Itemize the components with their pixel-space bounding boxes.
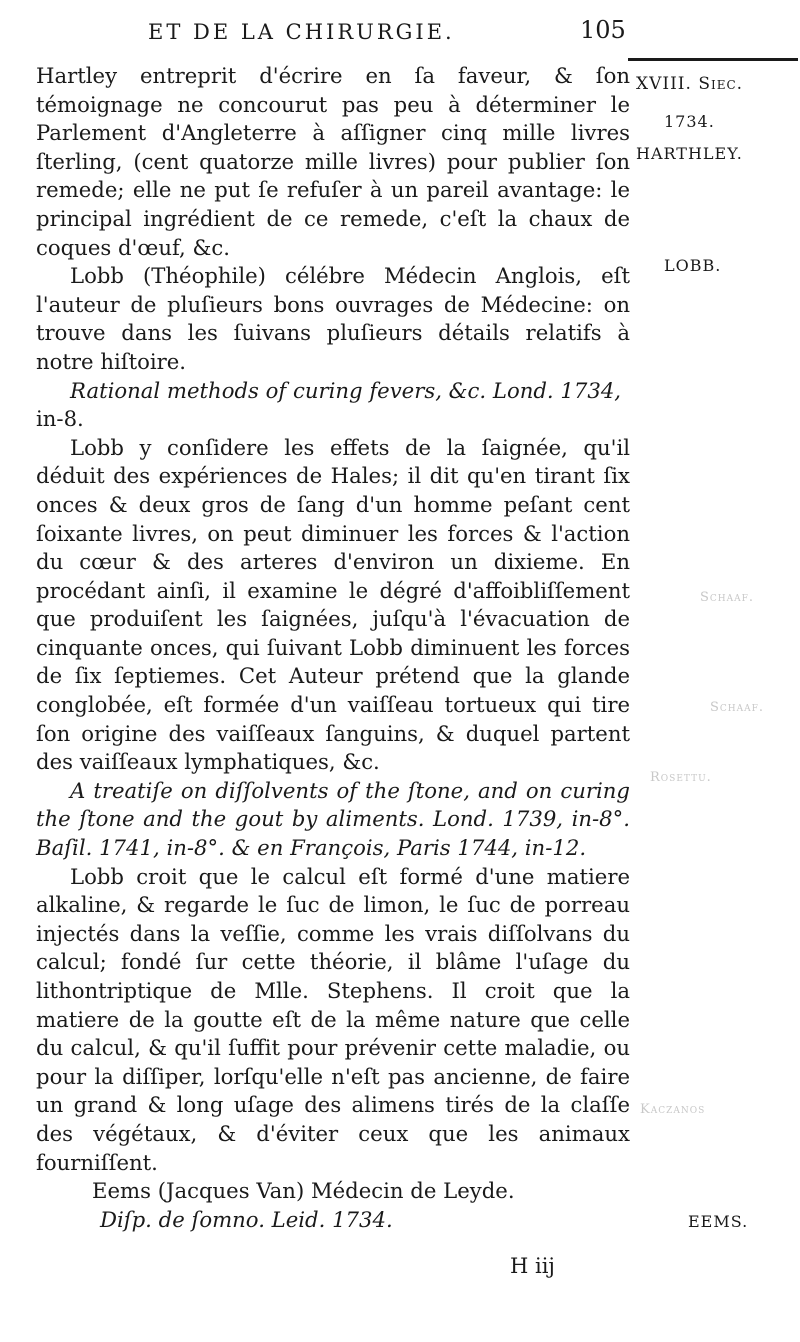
show-through-text: Kaczanos (640, 1102, 706, 1117)
bibliography-entry: A treatiſe on diſſolvents of the ſtone, and on curing the ſtone and the gout by aliments. Lond. 1739, in-8°. Baſil. 1741, in-8°. & en François, Paris 1744, in-12. (36, 777, 630, 861)
page-number: 105 (580, 16, 626, 44)
margin-lobb: LOBB. (664, 256, 722, 275)
paragraph-lobb-intro: Lobb (Théophile) célébre Médecin Anglois, eſt l'auteur de pluſieurs bons ouvrages de Médecine: on trouve dans les ſuivans pluſieurs détails relatifs à notre hiſtoire. (36, 263, 630, 374)
show-through-text: Schaaf. (700, 590, 755, 605)
bibliography-entry (36, 377, 630, 434)
margin-eems: EEMS. (688, 1212, 749, 1231)
body-text (36, 62, 630, 1234)
show-through-text: Rosettu. (650, 770, 712, 785)
margin-rule (628, 58, 798, 61)
running-head: ET DE LA CHIRURGIE. (148, 20, 455, 44)
show-through-text: Schaaf. (710, 700, 765, 715)
margin-hartley: HARTHLEY. (636, 144, 743, 163)
signature-mark: H iij (510, 1254, 555, 1278)
margin-century: XVIII. Siec. (636, 74, 744, 94)
bibliography-title: Rational methods of curing fevers, &c. Lond. 1734, (70, 377, 622, 403)
bibliography-format: in-8. (36, 406, 84, 432)
paragraph-eems: Eems (Jacques Van) Médecin de Leyde. (92, 1178, 515, 1204)
paragraph-hartley: Hartley entreprit d'écrire en ſa faveur, & ſon témoignage ne concourut pas peu à déterminer le Parlement d'Angleterre à aſſigner cinq mille livres ſterling, (cent quatorze mille livres) pour publier ſon remede; elle ne put ſe refuſer à un pareil avantage: le principal ingrédient de ce remede, c'eſt la chaux de coques d'œuf, &c. (36, 63, 630, 260)
paragraph-calcul: Lobb croit que le calcul eſt formé d'une matiere alkaline, & regarde le ſuc de limon, le ſuc de porreau injectés dans la veſſie, comme les vrais diſſolvans du calcul; fondé ſur cette théorie, il blâme l'uſage du lithontriptique de Mlle. Stephens. Il croit que la matiere de la goutte eſt de la même nature que celle du calcul, & qu'il ſuffit pour prévenir cette maladie, ou pour la diſſiper, lorſqu'elle n'eſt pas ancienne, de faire un grand & long uſage des alimens tirés de la claſſe des végétaux, & d'éviter ceux que les animaux fourniſſent. (36, 863, 630, 1175)
bibliography-entry: Diſp. de ſomno. Leid. 1734. (100, 1206, 393, 1232)
margin-year: 1734. (664, 112, 715, 131)
paragraph-saignee: Lobb y conſidere les effets de la ſaignée, qu'il déduit des expériences de Hales; il dit qu'en tirant ſix onces & deux gros de ſang d'un homme peſant cent ſoixante livres, on peut diminuer les forces & l'action du cœur & des arteres d'environ un dixieme. En procédant ainſi, il examine le dégré d'affoibliſſement que produiſent les ſaignées, juſqu'à l'évacuation de cinquante onces, qui ſuivant Lobb diminuent les forces de ſix ſeptiemes. Cet Auteur prétend que la glande conglobée, eſt formée d'un vaiſſeau tortueux qui tire ſon origine des vaiſſeaux ſanguins, & duquel partent des vaiſſeaux lymphatiques, &c. (36, 434, 630, 775)
